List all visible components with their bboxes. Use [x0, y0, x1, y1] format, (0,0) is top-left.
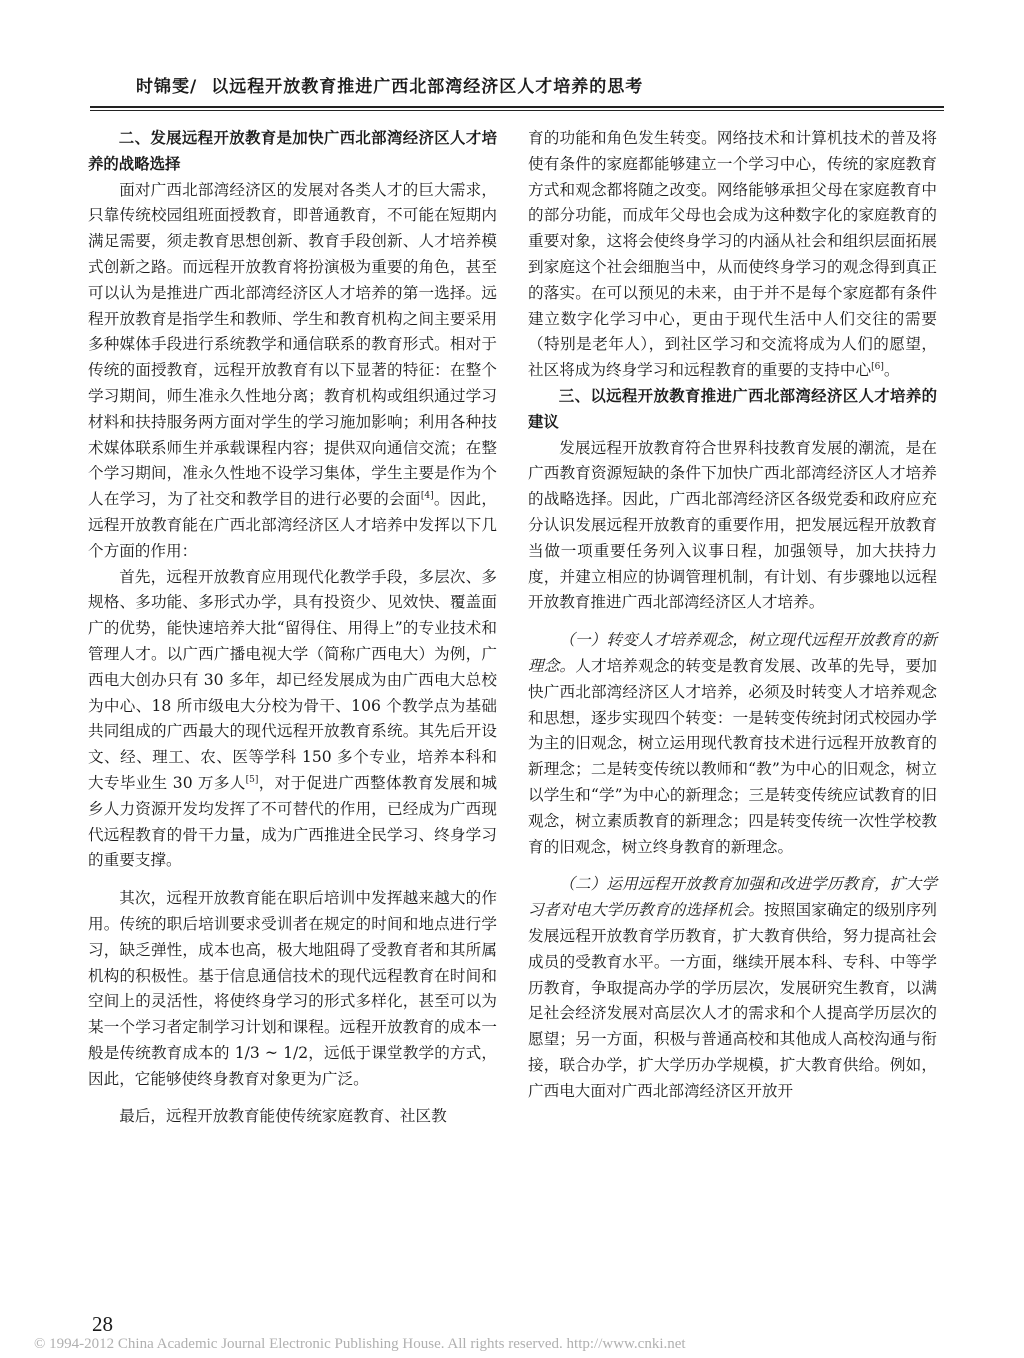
citation-ref: [6] — [871, 361, 884, 372]
body-paragraph: 首先，远程开放教育应用现代化教学手段，多层次、多规格、多功能、多形式办学，具有投资少、见效快、覆盖面广的优势，能快速培养大批“留得住、用得上”的专业技术和管理人才。以广西广播电视大学（简称广西电大）为例，广西电大创办只有 30 多年，却已经发展成为由广西电大总校为中心、18 所市级电大分校为骨干、106 个教学点为基础共同组成的广西最大的现代远程开放教育系统。其先后开设文、经、理工、农、医等学科 150 多个专业，培养本科和大专毕业生 30 万多人[5]，对于促进广西整体教育发展和城乡人力资源开发均发挥了不可替代的作用，已经成为广西现代远程教育的骨干力量，成为广西推进全民学习、终身学习的重要支撑。 — [88, 567, 497, 870]
citation-ref: [4] — [420, 490, 434, 501]
subsection-heading: （一）转变人才培养观念，树立现代远程开放教育的新理念。 — [528, 631, 937, 675]
subsection-paragraph: （一）转变人才培养观念，树立现代远程开放教育的新理念。人才培养观念的转变是教育发展、改革的先导，要加快广西北部湾经济区人才培养，必须及时转变人才培养观念和思想，逐步实现四个转变：一是转变传统封闭式校园办学为主的旧观念，树立运用现代教育技术进行远程开放教育的新理念；二是转变传统以教师和“教”为中心的旧观念，树立以学生和“学”为中心的新理念；三是转变传统应试教育的旧观念，树立素质教育的新理念；四是转变传统一次性学校教育的旧观念，树立终身教育的新理念。 — [528, 631, 937, 856]
header-title: 以远程开放教育推进广西北部湾经济区人才培养的思考 — [211, 77, 644, 97]
right-column — [528, 126, 937, 1104]
body-paragraph: 最后，远程开放教育能使传统家庭教育、社区教 — [119, 1107, 447, 1126]
section-heading: 二、发展远程开放教育是加快广西北部湾经济区人才培养的战略选择 — [88, 129, 497, 173]
body-paragraph: 面对广西北部湾经济区的发展对各类人才的巨大需求，只靠传统校园组班面授教育，即普通教育，不可能在短期内满足需要，须走教育思想创新、教育手段创新、人才培养模式创新之路。而远程开放教育将扮演极为重要的角色，甚至可以认为是推进广西北部湾经济区人才培养的第一选择。远程开放教育是指学生和教师、学生和教育机构之间主要采用多种媒体手段进行系统教学和通信联系的教育形式。相对于传统的面授教育，远程开放教育有以下显著的特征：在整个学习期间，师生准永久性地分离；教育机构或组织通过学习材料和扶持服务两方面对学生的学习施加影响；利用各种技术媒体联系师生并承载课程内容；提供双向通信交流；在整个学习期间，准永久性地不设学习集体，学生主要是作为个人在学习，为了社交和教学目的进行必要的会面[4]。因此，远程开放教育能在广西北部湾经济区人才培养中发挥以下几个方面的作用： — [88, 180, 497, 560]
running-header — [136, 72, 896, 97]
citation-ref: [5] — [245, 774, 259, 785]
subsection-paragraph: （二）运用远程开放教育加强和改进学历教育，扩大学习者对电大学历教育的选择机会。按照国家确定的级别序列发展远程开放教育学历教育，扩大教育供给，努力提高社会成员的受教育水平。一方面，继续开展本科、专科、中等学历教育，争取提高办学的学历层次，发展研究生教育，以满足社会经济发展对高层次人才的需求和个人提高学历层次的愿望；另一方面，积极与普通高校和其他成人高校沟通与衔接，联合办学，扩大学历办学规模，扩大教育供给。例如，广西电大面对广西北部湾经济区开放开 — [528, 875, 937, 1100]
section-heading: 三、以远程开放教育推进广西北部湾经济区人才培养的建议 — [528, 386, 937, 431]
header-rule-thin — [90, 110, 944, 111]
header-rule — [90, 106, 944, 108]
subsection-heading: （二）运用远程开放教育加强和改进学历教育，扩大学习者对电大学历教育的选择机会。 — [528, 875, 937, 920]
header-author: 时锦雯/ — [136, 77, 198, 97]
body-paragraph: 其次，远程开放教育能在职后培训中发挥越来越大的作用。传统的职后培训要求受训者在规定的时间和地点进行学习，缺乏弹性，成本也高，极大地阻碍了受教育者和其所属机构的积极性。基于信息通信技术的现代远程教育在时间和空间上的灵活性，将使终身学习的形式多样化，甚至可以为某一个学习者定制学习计划和课程。远程开放教育的成本一般是传统教育成本的 1/3 ~ 1/2，远低于课堂教学的方式，因此，它能够使终身教育对象更为广泛。 — [88, 889, 497, 1088]
page-number: 28 — [92, 1312, 113, 1336]
copyright-watermark: © 1994-2012 China Academic Journal Electronic Publishing House. All rights reserved. http://www.cnki.net — [34, 1336, 686, 1352]
left-column — [88, 126, 497, 1130]
body-paragraph: 发展远程开放教育符合世界科技教育发展的潮流，是在广西教育资源短缺的条件下加快广西北部湾经济区人才培养的战略选择。因此，广西北部湾经济区各级党委和政府应充分认识发展远程开放教育的重要作用，把发展远程开放教育当做一项重要任务列入议事日程，加强领导，加大扶持力度，并建立相应的协调管理机制，有计划、有步骤地以远程开放教育推进广西北部湾经济区人才培养。 — [528, 438, 937, 612]
body-paragraph: 育的功能和角色发生转变。网络技术和计算机技术的普及将使有条件的家庭都能够建立一个学习中心，传统的家庭教育方式和观念都将随之改变。网络能够承担父母在家庭教育中的部分功能，而成年父母也会成为这种数字化的家庭教育的重要对象，这将会使终身学习的内涵从社会和组织层面拓展到家庭这个社会细胞当中，从而使终身学习的观念得到真正的落实。在可以预见的未来，由于并不是每个家庭都有条件建立数字化学习中心，更由于现代生活中人们交往的需要（特别是老年人），到社区学习和交流将成为人们的愿望，社区将成为终身学习和远程教育的重要的支持中心[6]。 — [528, 129, 937, 380]
